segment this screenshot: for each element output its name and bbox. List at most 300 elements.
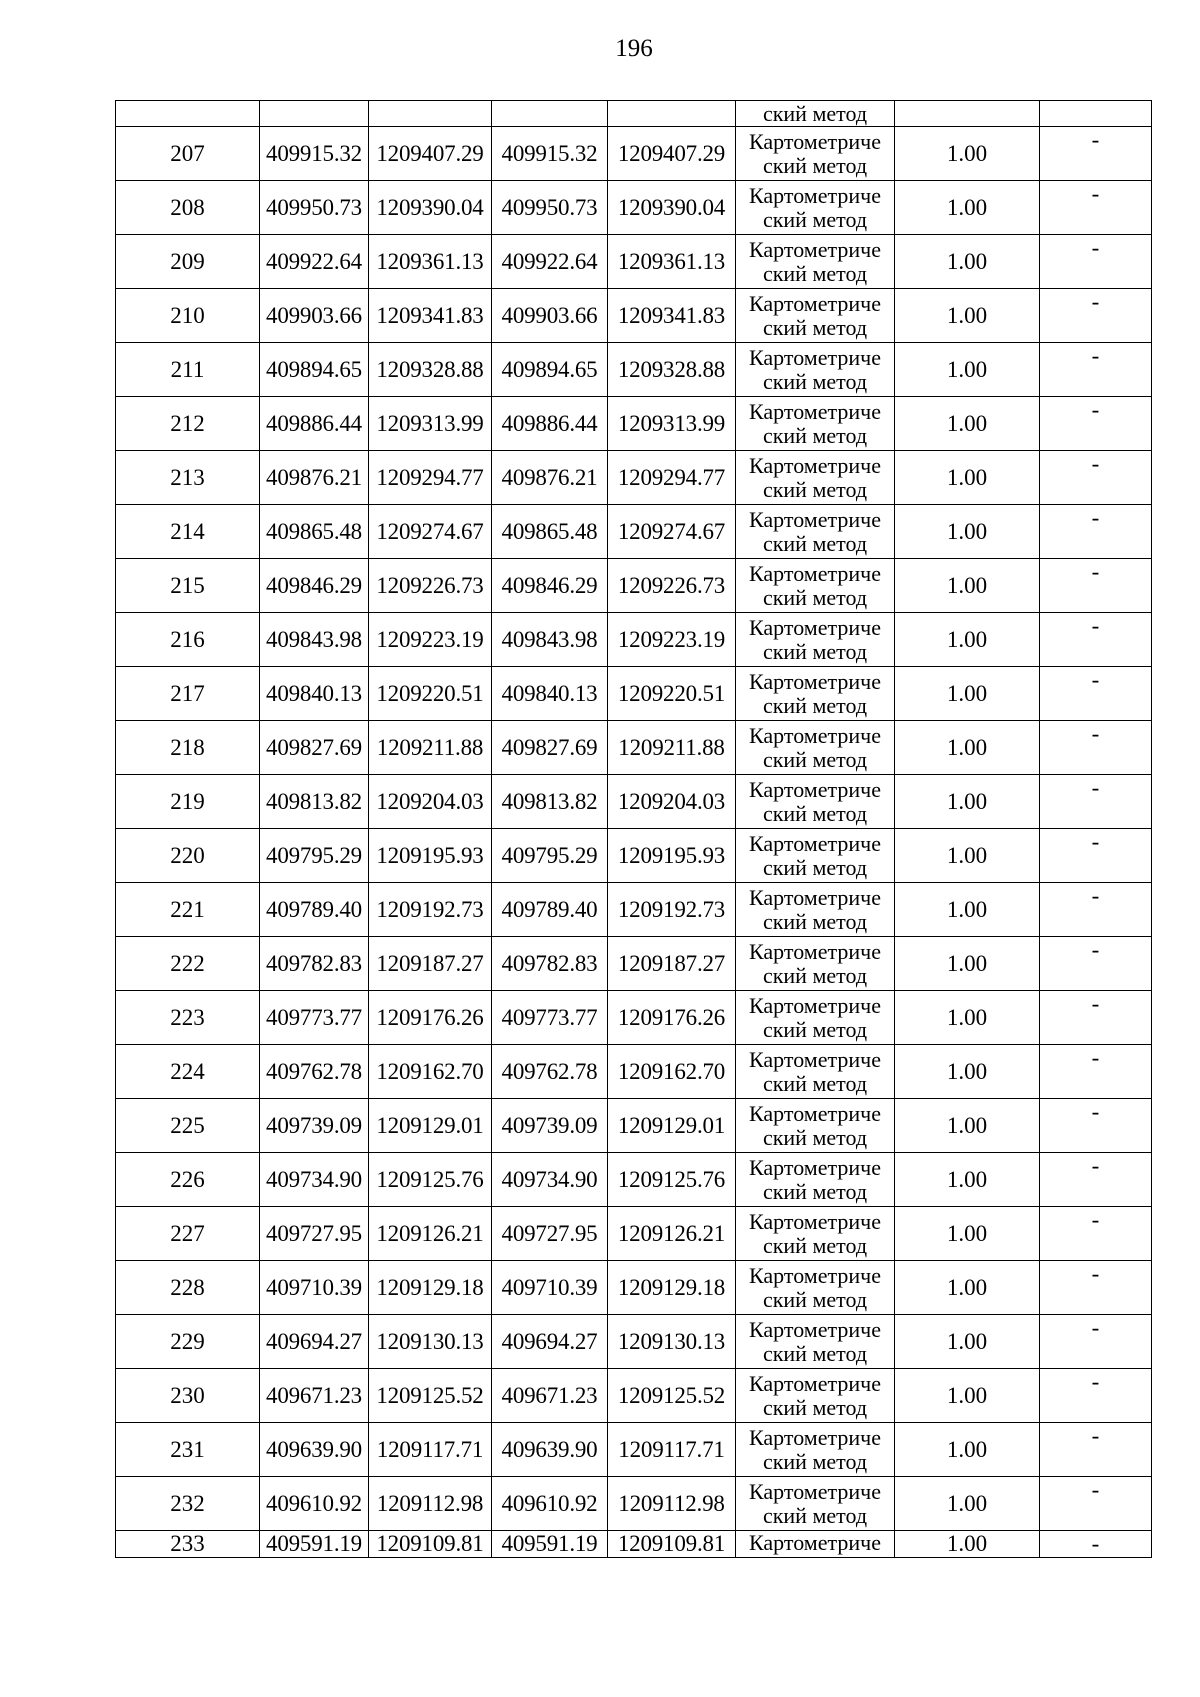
accuracy-cell: 1.00 <box>895 451 1040 505</box>
method-line-2: ский метод <box>762 908 868 934</box>
point-number-cell: 227 <box>116 1207 260 1261</box>
method-line-2: ский метод <box>762 1394 868 1420</box>
table-row <box>116 505 1152 559</box>
description-cell: - <box>1040 559 1152 613</box>
method-cell <box>736 991 895 1045</box>
table-row <box>116 397 1152 451</box>
point-number-cell: 233 <box>116 1531 260 1558</box>
y-coordinate-cell: 1209211.88 <box>369 721 492 775</box>
table-row <box>116 937 1152 991</box>
table-row <box>116 1315 1152 1369</box>
description-cell: - <box>1040 1153 1152 1207</box>
method-line-2: ский метод <box>762 746 868 772</box>
method-cell <box>736 127 895 181</box>
method-line-2: ский метод <box>762 800 868 826</box>
method-line-1: Картометриче <box>749 884 881 910</box>
accuracy-cell: 1.00 <box>895 1099 1040 1153</box>
description-cell: - <box>1040 289 1152 343</box>
method-line-1: Картометриче <box>749 506 881 532</box>
empty-cell <box>260 101 369 127</box>
y-coordinate-cell: 1209294.77 <box>608 451 736 505</box>
method-line-2: ский метод <box>762 1502 868 1528</box>
x-coordinate-cell: 409727.95 <box>492 1207 608 1261</box>
method-cell <box>736 181 895 235</box>
y-coordinate-cell: 1209361.13 <box>608 235 736 289</box>
description-cell: - <box>1040 127 1152 181</box>
description-cell: - <box>1040 1315 1152 1369</box>
y-coordinate-cell: 1209187.27 <box>369 937 492 991</box>
y-coordinate-cell: 1209341.83 <box>608 289 736 343</box>
point-number-cell: 219 <box>116 775 260 829</box>
method-cell <box>736 343 895 397</box>
table-row <box>116 829 1152 883</box>
x-coordinate-cell: 409727.95 <box>260 1207 369 1261</box>
description-cell: - <box>1040 721 1152 775</box>
y-coordinate-cell: 1209192.73 <box>608 883 736 937</box>
accuracy-cell: 1.00 <box>895 1369 1040 1423</box>
y-coordinate-cell: 1209126.21 <box>369 1207 492 1261</box>
point-number-cell: 214 <box>116 505 260 559</box>
description-cell: - <box>1040 1261 1152 1315</box>
accuracy-cell: 1.00 <box>895 721 1040 775</box>
x-coordinate-cell: 409671.23 <box>492 1369 608 1423</box>
method-line-1: Картометриче <box>749 938 881 964</box>
method-line-1: Картометриче <box>749 830 881 856</box>
point-number-cell: 208 <box>116 181 260 235</box>
description-cell: - <box>1040 775 1152 829</box>
method-line-1: Картометриче <box>749 182 881 208</box>
method-line-1: Картометриче <box>749 668 881 694</box>
method-line-1: Картометриче <box>749 1262 881 1288</box>
point-number-cell: 217 <box>116 667 260 721</box>
x-coordinate-cell: 409639.90 <box>260 1423 369 1477</box>
method-line-1: Картометриче <box>749 992 881 1018</box>
table-row <box>116 721 1152 775</box>
y-coordinate-cell: 1209112.98 <box>369 1477 492 1531</box>
y-coordinate-cell: 1209125.76 <box>369 1153 492 1207</box>
description-cell: - <box>1040 235 1152 289</box>
method-cell <box>736 1099 895 1153</box>
description-cell: - <box>1040 829 1152 883</box>
y-coordinate-cell: 1209130.13 <box>369 1315 492 1369</box>
y-coordinate-cell: 1209162.70 <box>608 1045 736 1099</box>
description-cell: - <box>1040 451 1152 505</box>
point-number-cell: 232 <box>116 1477 260 1531</box>
y-coordinate-cell: 1209125.52 <box>608 1369 736 1423</box>
y-coordinate-cell: 1209274.67 <box>608 505 736 559</box>
y-coordinate-cell: 1209195.93 <box>369 829 492 883</box>
table-row <box>116 127 1152 181</box>
x-coordinate-cell: 409903.66 <box>492 289 608 343</box>
method-line-1: Картометриче <box>749 614 881 640</box>
table-row <box>116 235 1152 289</box>
method-line-2: ский метод <box>762 368 868 394</box>
table-row <box>116 1369 1152 1423</box>
x-coordinate-cell: 409710.39 <box>260 1261 369 1315</box>
point-number-cell: 210 <box>116 289 260 343</box>
x-coordinate-cell: 409813.82 <box>260 775 369 829</box>
x-coordinate-cell: 409639.90 <box>492 1423 608 1477</box>
accuracy-cell: 1.00 <box>895 667 1040 721</box>
method-cell <box>736 937 895 991</box>
method-cell <box>736 235 895 289</box>
description-cell: - <box>1040 1369 1152 1423</box>
accuracy-cell: 1.00 <box>895 1315 1040 1369</box>
y-coordinate-cell: 1209117.71 <box>608 1423 736 1477</box>
method-cell <box>736 829 895 883</box>
x-coordinate-cell: 409886.44 <box>492 397 608 451</box>
y-coordinate-cell: 1209407.29 <box>608 127 736 181</box>
method-cell: ский метод <box>736 101 895 127</box>
accuracy-cell: 1.00 <box>895 343 1040 397</box>
x-coordinate-cell: 409894.65 <box>492 343 608 397</box>
method-line-1: Картометриче <box>749 1316 881 1342</box>
table-row <box>116 667 1152 721</box>
y-coordinate-cell: 1209109.81 <box>369 1531 492 1558</box>
x-coordinate-cell: 409950.73 <box>260 181 369 235</box>
x-coordinate-cell: 409846.29 <box>260 559 369 613</box>
y-coordinate-cell: 1209109.81 <box>608 1531 736 1558</box>
method-line-1: Картометриче <box>749 1478 881 1504</box>
accuracy-cell: 1.00 <box>895 1477 1040 1531</box>
y-coordinate-cell: 1209125.76 <box>608 1153 736 1207</box>
y-coordinate-cell: 1209204.03 <box>369 775 492 829</box>
method-cell <box>736 775 895 829</box>
method-line-2: ский метод <box>762 962 868 988</box>
x-coordinate-cell: 409773.77 <box>260 991 369 1045</box>
method-line-2: ский метод <box>762 1124 868 1150</box>
method-line-1: Картометриче <box>749 1046 881 1072</box>
method-line-2: ский метод <box>762 476 868 502</box>
x-coordinate-cell: 409840.13 <box>492 667 608 721</box>
y-coordinate-cell: 1209176.26 <box>369 991 492 1045</box>
table-row <box>116 1207 1152 1261</box>
method-line-1: Картометриче <box>749 1208 881 1234</box>
x-coordinate-cell: 409591.19 <box>260 1531 369 1558</box>
x-coordinate-cell: 409865.48 <box>492 505 608 559</box>
description-cell: - <box>1040 883 1152 937</box>
method-line-2: ский метод <box>762 1016 868 1042</box>
method-line-1: Картометриче <box>749 1154 881 1180</box>
accuracy-cell: 1.00 <box>895 235 1040 289</box>
y-coordinate-cell: 1209211.88 <box>608 721 736 775</box>
method-line-1: Картометриче <box>749 776 881 802</box>
table-row <box>116 1153 1152 1207</box>
point-number-cell: 216 <box>116 613 260 667</box>
point-number-cell: 207 <box>116 127 260 181</box>
table-row <box>116 1531 1152 1558</box>
point-number-cell: 222 <box>116 937 260 991</box>
method-cell <box>736 1477 895 1531</box>
method-cell: Картометриче <box>736 1531 895 1558</box>
point-number-cell: 211 <box>116 343 260 397</box>
x-coordinate-cell: 409840.13 <box>260 667 369 721</box>
table-row <box>116 451 1152 505</box>
point-number-cell: 226 <box>116 1153 260 1207</box>
table-row <box>116 1261 1152 1315</box>
method-line-1: Картометриче <box>749 1100 881 1126</box>
x-coordinate-cell: 409846.29 <box>492 559 608 613</box>
method-cell <box>736 1315 895 1369</box>
method-line-1: Картометриче <box>749 128 881 154</box>
accuracy-cell: 1.00 <box>895 775 1040 829</box>
y-coordinate-cell: 1209220.51 <box>608 667 736 721</box>
accuracy-cell: 1.00 <box>895 937 1040 991</box>
page-number: 196 <box>615 35 653 62</box>
y-coordinate-cell: 1209390.04 <box>608 181 736 235</box>
description-cell: - <box>1040 1207 1152 1261</box>
x-coordinate-cell: 409610.92 <box>492 1477 608 1531</box>
method-line-1: Картометриче <box>749 1370 881 1396</box>
method-line-2: ский метод <box>762 638 868 664</box>
accuracy-cell: 1.00 <box>895 1531 1040 1558</box>
y-coordinate-cell: 1209226.73 <box>369 559 492 613</box>
method-line-2: ский метод <box>762 584 868 610</box>
point-number-cell: 218 <box>116 721 260 775</box>
method-line-2: ский метод <box>762 1232 868 1258</box>
point-number-cell: 209 <box>116 235 260 289</box>
y-coordinate-cell: 1209226.73 <box>608 559 736 613</box>
method-line-2: ский метод <box>762 314 868 340</box>
method-line-2: ский метод <box>762 422 868 448</box>
y-coordinate-cell: 1209313.99 <box>369 397 492 451</box>
x-coordinate-cell: 409739.09 <box>260 1099 369 1153</box>
table-row <box>116 1099 1152 1153</box>
method-line-2: ский метод <box>762 854 868 880</box>
x-coordinate-cell: 409915.32 <box>260 127 369 181</box>
method-line-1: Картометриче <box>749 1424 881 1450</box>
method-line-1: Картометриче <box>749 236 881 262</box>
description-cell: - <box>1040 1045 1152 1099</box>
method-cell <box>736 1207 895 1261</box>
method-line-2: ский метод <box>762 1070 868 1096</box>
empty-cell <box>895 101 1040 127</box>
method-line-2: ский метод <box>762 1340 868 1366</box>
point-number-cell: 213 <box>116 451 260 505</box>
x-coordinate-cell: 409789.40 <box>260 883 369 937</box>
table-row <box>116 559 1152 613</box>
x-coordinate-cell: 409762.78 <box>260 1045 369 1099</box>
y-coordinate-cell: 1209125.52 <box>369 1369 492 1423</box>
x-coordinate-cell: 409762.78 <box>492 1045 608 1099</box>
x-coordinate-cell: 409694.27 <box>260 1315 369 1369</box>
method-line-2: ский метод <box>762 692 868 718</box>
description-cell: - <box>1040 937 1152 991</box>
method-line-1: Картометриче <box>749 398 881 424</box>
x-coordinate-cell: 409922.64 <box>260 235 369 289</box>
method-cell <box>736 505 895 559</box>
y-coordinate-cell: 1209223.19 <box>608 613 736 667</box>
method-cell <box>736 1369 895 1423</box>
method-cell <box>736 667 895 721</box>
x-coordinate-cell: 409922.64 <box>492 235 608 289</box>
x-coordinate-cell: 409894.65 <box>260 343 369 397</box>
method-cell <box>736 451 895 505</box>
y-coordinate-cell: 1209274.67 <box>369 505 492 559</box>
y-coordinate-cell: 1209361.13 <box>369 235 492 289</box>
x-coordinate-cell: 409876.21 <box>492 451 608 505</box>
accuracy-cell: 1.00 <box>895 127 1040 181</box>
x-coordinate-cell: 409886.44 <box>260 397 369 451</box>
method-line-1: Картометриче <box>749 290 881 316</box>
x-coordinate-cell: 409795.29 <box>492 829 608 883</box>
y-coordinate-cell: 1209162.70 <box>369 1045 492 1099</box>
method-line-2: ский метод <box>762 1286 868 1312</box>
point-number-cell: 230 <box>116 1369 260 1423</box>
method-line-2: ский метод <box>762 1178 868 1204</box>
description-cell: - <box>1040 1477 1152 1531</box>
point-number-cell: 221 <box>116 883 260 937</box>
point-number-cell: 224 <box>116 1045 260 1099</box>
accuracy-cell: 1.00 <box>895 829 1040 883</box>
table-row <box>116 289 1152 343</box>
x-coordinate-cell: 409734.90 <box>492 1153 608 1207</box>
x-coordinate-cell: 409734.90 <box>260 1153 369 1207</box>
x-coordinate-cell: 409739.09 <box>492 1099 608 1153</box>
x-coordinate-cell: 409591.19 <box>492 1531 608 1558</box>
y-coordinate-cell: 1209328.88 <box>608 343 736 397</box>
method-line-1: Картометриче <box>749 344 881 370</box>
point-number-cell: 212 <box>116 397 260 451</box>
y-coordinate-cell: 1209223.19 <box>369 613 492 667</box>
table-body <box>116 101 1152 1558</box>
x-coordinate-cell: 409827.69 <box>492 721 608 775</box>
method-cell <box>736 883 895 937</box>
x-coordinate-cell: 409782.83 <box>260 937 369 991</box>
table-row <box>116 883 1152 937</box>
point-number-cell: 223 <box>116 991 260 1045</box>
method-cell <box>736 1045 895 1099</box>
empty-cell <box>492 101 608 127</box>
x-coordinate-cell: 409789.40 <box>492 883 608 937</box>
x-coordinate-cell: 409843.98 <box>260 613 369 667</box>
description-cell: - <box>1040 1423 1152 1477</box>
y-coordinate-cell: 1209129.01 <box>369 1099 492 1153</box>
empty-cell <box>116 101 260 127</box>
method-cell <box>736 1153 895 1207</box>
point-number-cell: 228 <box>116 1261 260 1315</box>
method-cell <box>736 721 895 775</box>
accuracy-cell: 1.00 <box>895 397 1040 451</box>
accuracy-cell: 1.00 <box>895 991 1040 1045</box>
method-line-2: ский метод <box>762 530 868 556</box>
x-coordinate-cell: 409610.92 <box>260 1477 369 1531</box>
x-coordinate-cell: 409795.29 <box>260 829 369 883</box>
accuracy-cell: 1.00 <box>895 1153 1040 1207</box>
method-cell <box>736 1261 895 1315</box>
description-cell: - <box>1040 397 1152 451</box>
accuracy-cell: 1.00 <box>895 289 1040 343</box>
y-coordinate-cell: 1209129.18 <box>608 1261 736 1315</box>
description-cell: - <box>1040 613 1152 667</box>
description-cell: - <box>1040 505 1152 559</box>
accuracy-cell: 1.00 <box>895 1045 1040 1099</box>
coordinates-table <box>115 100 1152 1558</box>
y-coordinate-cell: 1209328.88 <box>369 343 492 397</box>
description-cell: - <box>1040 991 1152 1045</box>
y-coordinate-cell: 1209220.51 <box>369 667 492 721</box>
y-coordinate-cell: 1209112.98 <box>608 1477 736 1531</box>
empty-cell <box>1040 101 1152 127</box>
method-line-1: Картометриче <box>749 722 881 748</box>
point-number-cell: 229 <box>116 1315 260 1369</box>
table-row <box>116 1423 1152 1477</box>
method-line-1: Картометриче <box>749 452 881 478</box>
accuracy-cell: 1.00 <box>895 181 1040 235</box>
table-row <box>116 343 1152 397</box>
y-coordinate-cell: 1209192.73 <box>369 883 492 937</box>
y-coordinate-cell: 1209129.01 <box>608 1099 736 1153</box>
y-coordinate-cell: 1209195.93 <box>608 829 736 883</box>
accuracy-cell: 1.00 <box>895 1207 1040 1261</box>
x-coordinate-cell: 409876.21 <box>260 451 369 505</box>
method-cell <box>736 613 895 667</box>
accuracy-cell: 1.00 <box>895 505 1040 559</box>
x-coordinate-cell: 409827.69 <box>260 721 369 775</box>
x-coordinate-cell: 409950.73 <box>492 181 608 235</box>
x-coordinate-cell: 409773.77 <box>492 991 608 1045</box>
description-cell: - <box>1040 343 1152 397</box>
table-row <box>116 1045 1152 1099</box>
x-coordinate-cell: 409903.66 <box>260 289 369 343</box>
x-coordinate-cell: 409671.23 <box>260 1369 369 1423</box>
x-coordinate-cell: 409782.83 <box>492 937 608 991</box>
description-cell: - <box>1040 181 1152 235</box>
x-coordinate-cell: 409915.32 <box>492 127 608 181</box>
method-line-2: ский метод <box>762 1448 868 1474</box>
point-number-cell: 215 <box>116 559 260 613</box>
y-coordinate-cell: 1209294.77 <box>369 451 492 505</box>
accuracy-cell: 1.00 <box>895 1423 1040 1477</box>
y-coordinate-cell: 1209390.04 <box>369 181 492 235</box>
x-coordinate-cell: 409843.98 <box>492 613 608 667</box>
method-cell <box>736 397 895 451</box>
method-cell <box>736 559 895 613</box>
table-row <box>116 1477 1152 1531</box>
method-cell <box>736 289 895 343</box>
y-coordinate-cell: 1209407.29 <box>369 127 492 181</box>
y-coordinate-cell: 1209130.13 <box>608 1315 736 1369</box>
y-coordinate-cell: 1209341.83 <box>369 289 492 343</box>
accuracy-cell: 1.00 <box>895 883 1040 937</box>
accuracy-cell: 1.00 <box>895 559 1040 613</box>
table-row <box>116 775 1152 829</box>
y-coordinate-cell: 1209129.18 <box>369 1261 492 1315</box>
point-number-cell: 220 <box>116 829 260 883</box>
point-number-cell: 231 <box>116 1423 260 1477</box>
description-cell: - <box>1040 1099 1152 1153</box>
description-cell: - <box>1040 1531 1152 1558</box>
accuracy-cell: 1.00 <box>895 1261 1040 1315</box>
y-coordinate-cell: 1209187.27 <box>608 937 736 991</box>
y-coordinate-cell: 1209204.03 <box>608 775 736 829</box>
table-row <box>116 991 1152 1045</box>
method-line-2: ский метод <box>762 206 868 232</box>
x-coordinate-cell: 409813.82 <box>492 775 608 829</box>
method-line-2: ский метод <box>762 152 868 178</box>
accuracy-cell: 1.00 <box>895 613 1040 667</box>
method-line-2: ский метод <box>762 260 868 286</box>
x-coordinate-cell: 409865.48 <box>260 505 369 559</box>
table-row <box>116 613 1152 667</box>
x-coordinate-cell: 409710.39 <box>492 1261 608 1315</box>
point-number-cell: 225 <box>116 1099 260 1153</box>
y-coordinate-cell: 1209313.99 <box>608 397 736 451</box>
x-coordinate-cell: 409694.27 <box>492 1315 608 1369</box>
table-row <box>116 181 1152 235</box>
y-coordinate-cell: 1209126.21 <box>608 1207 736 1261</box>
y-coordinate-cell: 1209117.71 <box>369 1423 492 1477</box>
